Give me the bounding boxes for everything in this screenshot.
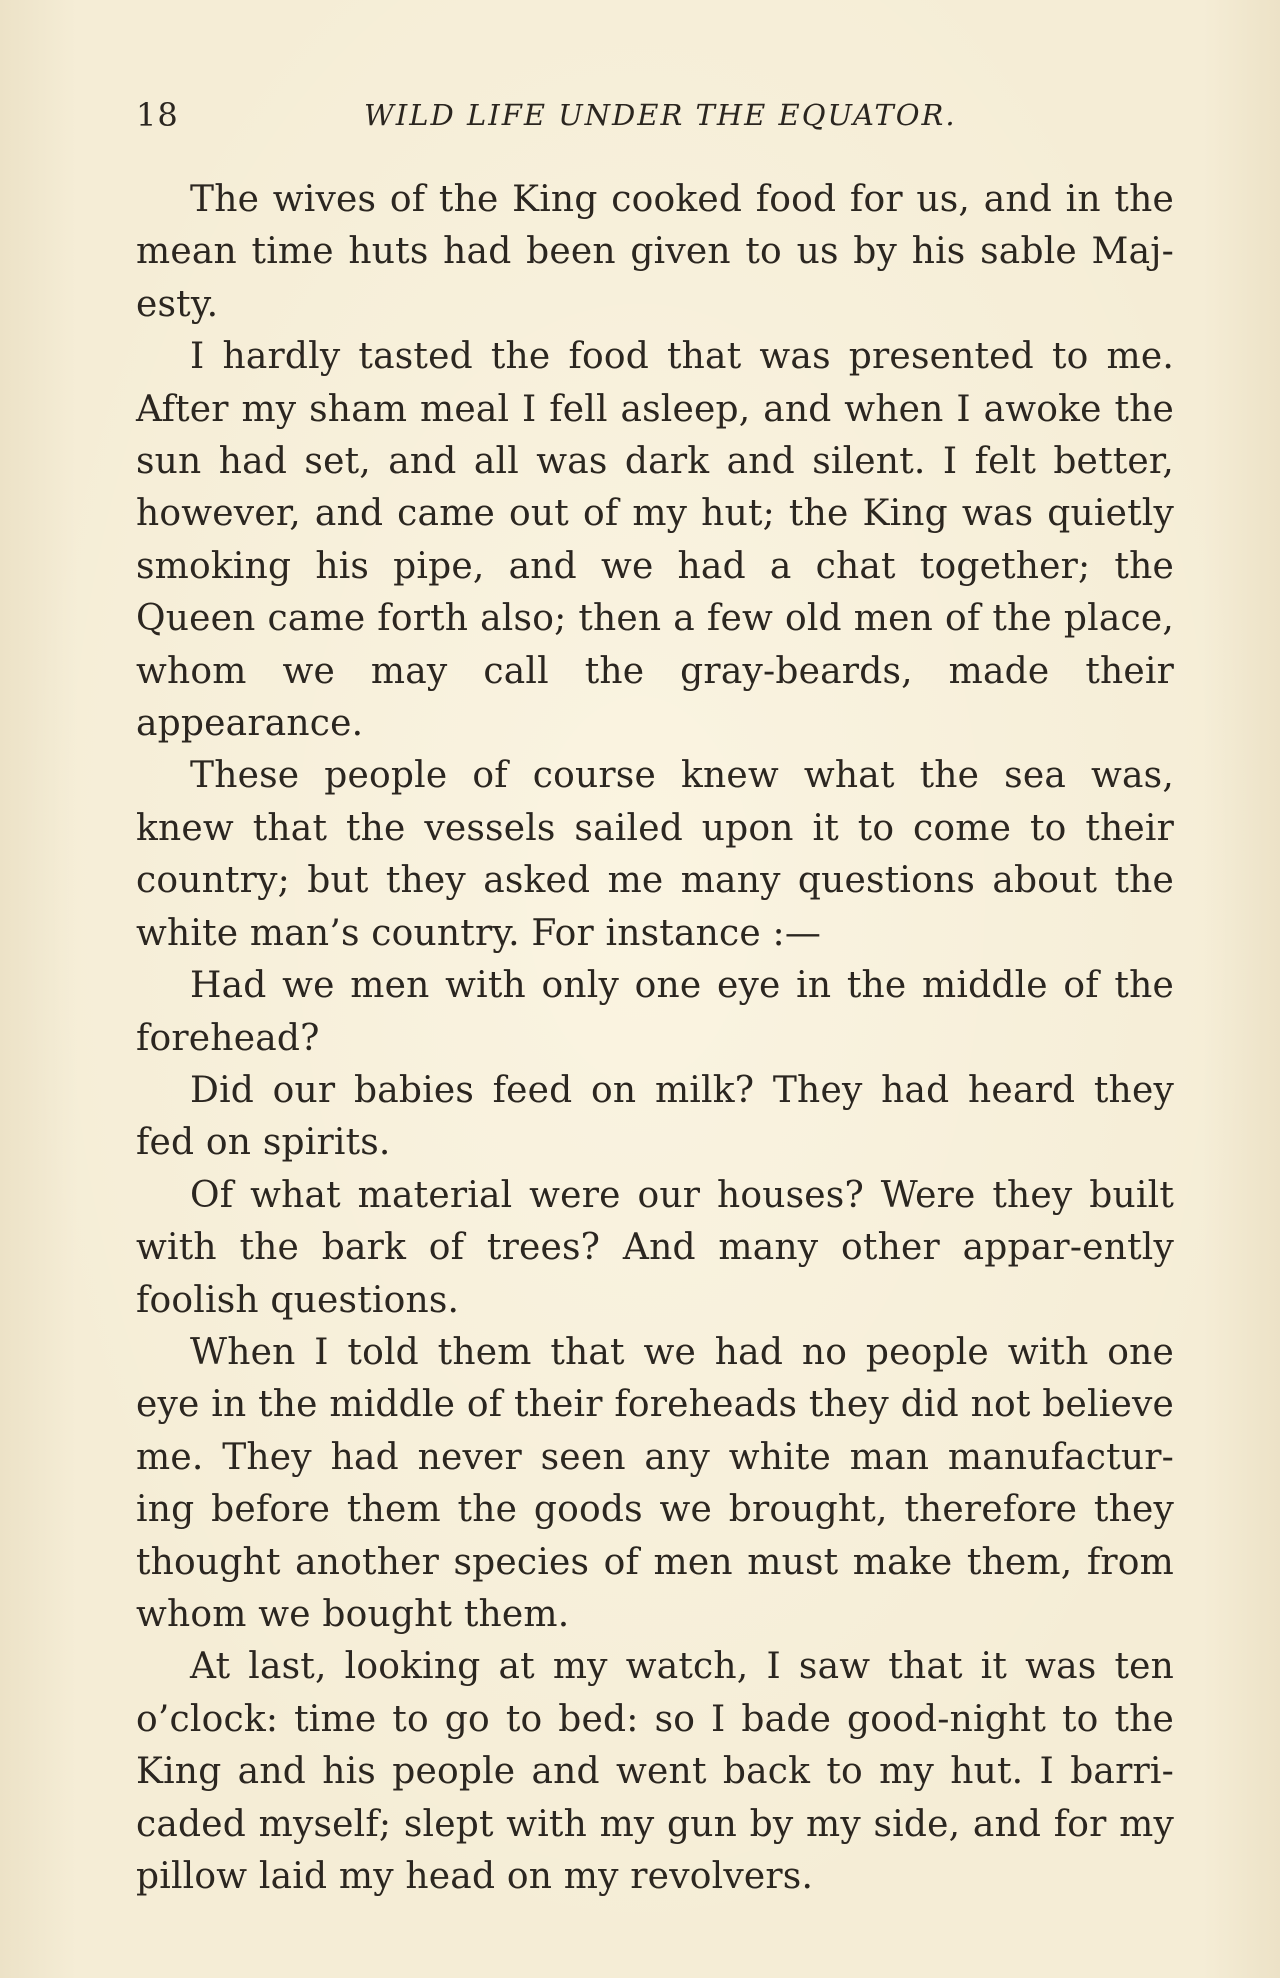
paragraph: Did our babies feed on milk? They had heard they fed on spirits. xyxy=(136,1069,1174,1164)
paragraph: These people of course knew what the sea was, knew that the vessels sailed upon it to come to their country; but they asked me many questions about the white man’s country. For instance :— xyxy=(136,755,1174,954)
running-title: WILD LIFE UNDER THE EQUATOR. xyxy=(364,98,957,132)
paragraph: Of what material were our houses? Were they built with the bark of trees? And many other appar-ently foolish questions. xyxy=(136,1174,1174,1321)
paragraph: The wives of the King cooked food for us, and in the mean time huts had been given to us by his sable Maj-esty. xyxy=(136,179,1174,325)
page-number: 18 xyxy=(136,96,179,134)
paragraph: Had we men with only one eye in the middle of the forehead? xyxy=(136,965,1174,1059)
running-head xyxy=(136,96,1180,144)
paragraph: When I told them that we had no people with one eye in the middle of their foreheads they did not believe me. They had never seen any white man manufactur-ing before them the goods we brought, therefore they thought another species of men must make them, from whom we bought them. xyxy=(136,1331,1174,1635)
body-text xyxy=(136,174,1174,1903)
paragraph: At last, looking at my watch, I saw that it was ten o’clock: time to go to bed: so I bade good-night to the King and his people and went back to my hut. I barri-caded myself; slept with my gun by my side, and for my pillow laid my head on my revolvers. xyxy=(136,1646,1174,1897)
paragraph: I hardly tasted the food that was presented to me. After my sham meal I fell asleep, and when I awoke the sun had set, and all was dark and silent. I felt better, however, and came out of my hut; the King was quietly smoking his pipe, and we had a chat together; the Queen came forth also; then a few old men of the place, whom we may call the gray-beards, made their appearance. xyxy=(136,336,1174,745)
